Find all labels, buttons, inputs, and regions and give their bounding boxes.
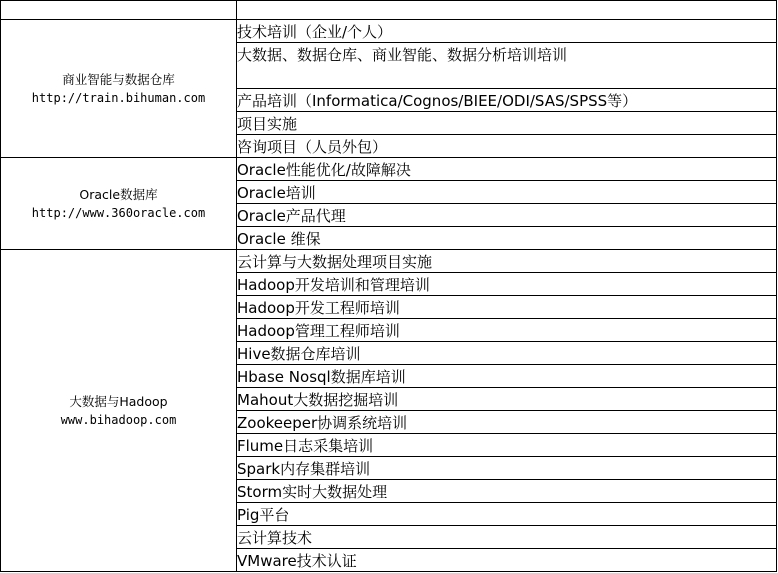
service-item: Mahout大数据挖掘培训: [237, 388, 777, 411]
section-url: www.bihadoop.com: [60, 412, 177, 427]
service-item: 项目实施: [237, 112, 777, 135]
header-cell-right: [237, 1, 777, 20]
service-item: Flume日志采集培训: [237, 434, 777, 457]
service-item: Storm实时大数据处理: [237, 480, 777, 503]
service-item: 技术培训（企业/个人）: [237, 20, 777, 43]
section-url: http://www.360oracle.com: [31, 205, 206, 220]
section-name: Oracle数据库: [79, 186, 158, 202]
section-cell: [1, 158, 237, 250]
service-item: Hive数据仓库培训: [237, 342, 777, 365]
service-item: Oracle产品代理: [237, 204, 777, 227]
service-item: Hadoop开发培训和管理培训: [237, 273, 777, 296]
table-row: [1, 20, 777, 43]
section-name: 大数据与Hadoop: [69, 393, 168, 409]
service-item: Oracle性能优化/故障解决: [237, 158, 777, 181]
header-cell-left: [1, 1, 237, 20]
service-item: 大数据、数据仓库、商业智能、数据分析培训培训: [237, 43, 777, 89]
section-cell: [1, 20, 237, 158]
table-row: [1, 158, 777, 181]
service-item: Hadoop开发工程师培训: [237, 296, 777, 319]
service-item: Zookeeper协调系统培训: [237, 411, 777, 434]
table-row: [1, 250, 777, 273]
service-item: Oracle 维保: [237, 227, 777, 250]
service-item: Spark内存集群培训: [237, 457, 777, 480]
service-item: Pig平台: [237, 503, 777, 526]
service-item: 云计算技术: [237, 526, 777, 549]
section-name: 商业智能与数据仓库: [62, 71, 175, 87]
service-item: 产品培训（Informatica/Cognos/BIEE/ODI/SAS/SPSS等）: [237, 89, 777, 112]
service-item: VMware技术认证: [237, 549, 777, 572]
service-item: 云计算与大数据处理项目实施: [237, 250, 777, 273]
service-item: Oracle培训: [237, 181, 777, 204]
service-item: Hbase Nosql数据库培训: [237, 365, 777, 388]
section-cell: [1, 250, 237, 572]
section-url: http://train.bihuman.com: [31, 90, 206, 105]
service-item: 咨询项目（人员外包）: [237, 135, 777, 158]
table-header-row: [1, 1, 777, 20]
service-item: Hadoop管理工程师培训: [237, 319, 777, 342]
